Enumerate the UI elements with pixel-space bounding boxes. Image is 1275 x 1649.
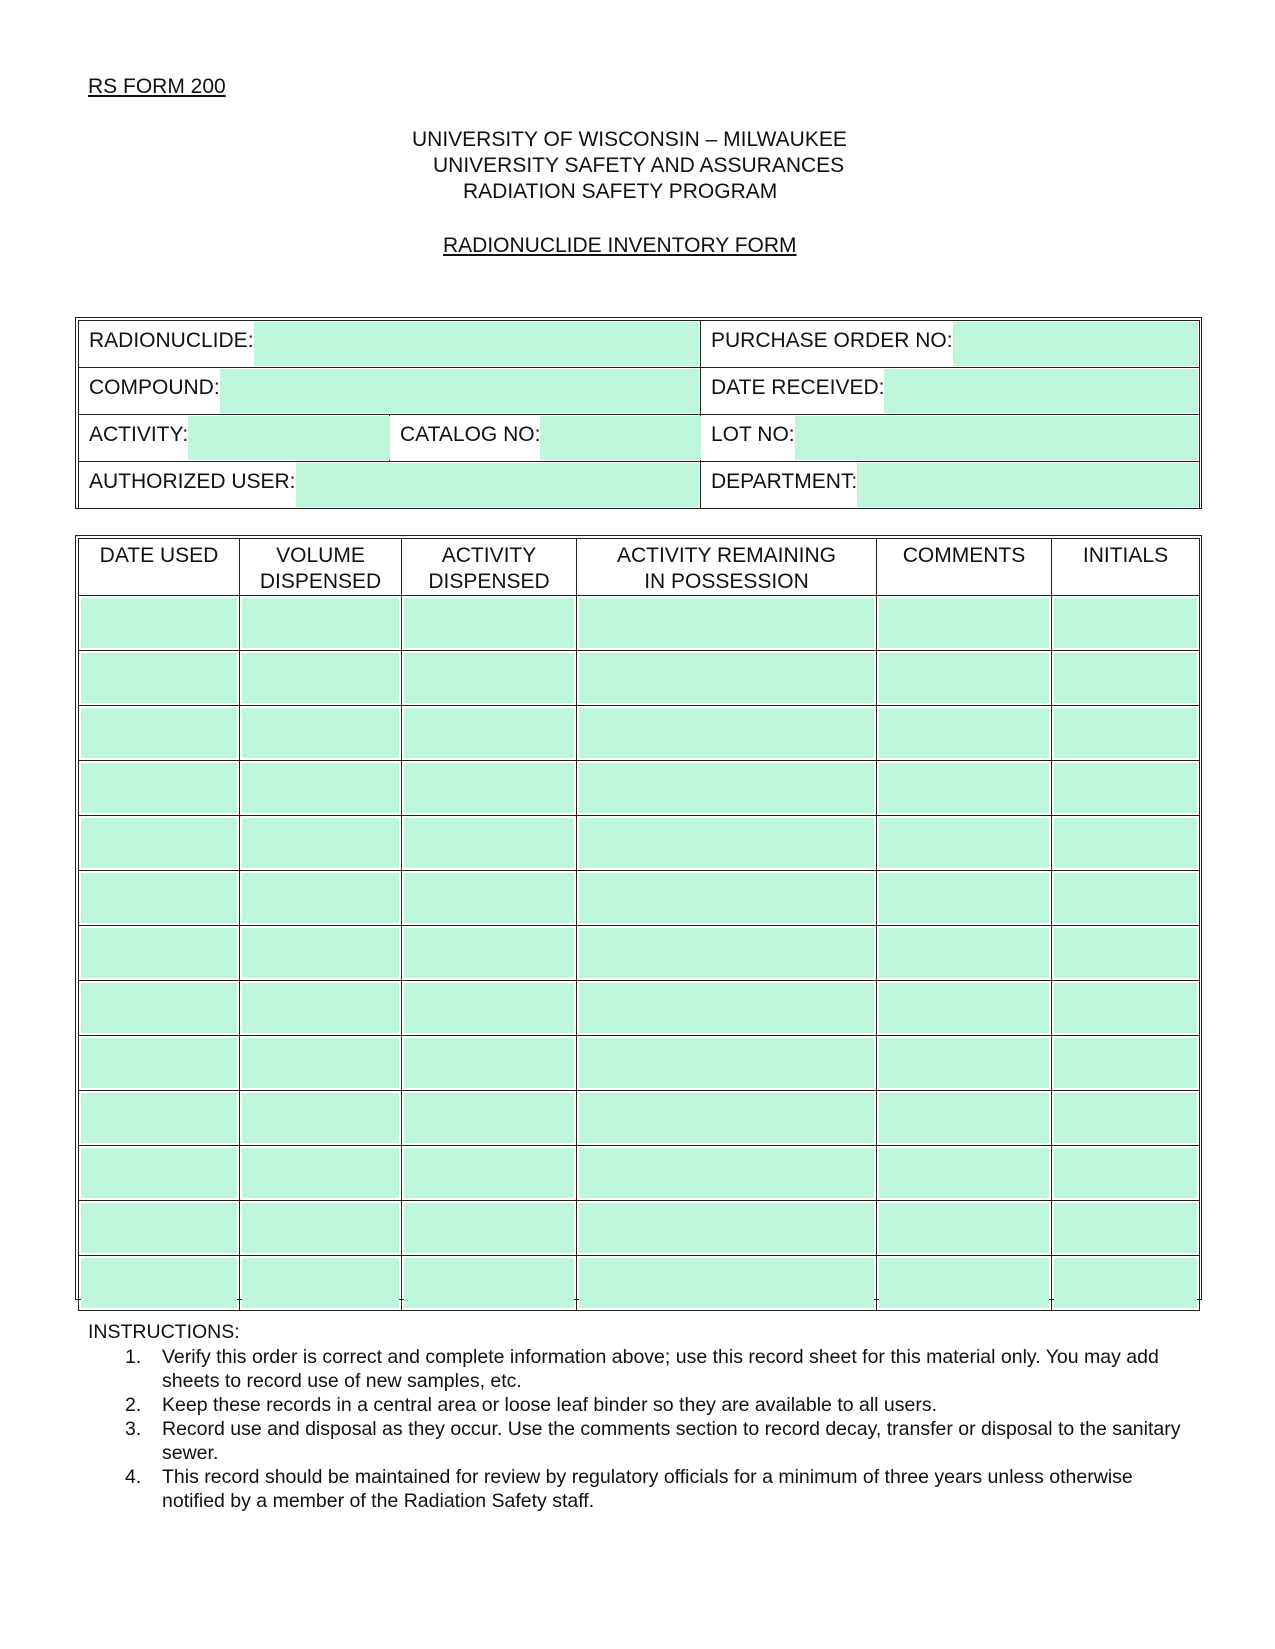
log-cell-activity-dispensed bbox=[402, 1201, 577, 1256]
log-cell-activity-remaining bbox=[577, 1256, 877, 1311]
activity-dispensed-input[interactable] bbox=[404, 1038, 574, 1088]
log-cell-activity-dispensed bbox=[402, 981, 577, 1036]
activity-remaining-input[interactable] bbox=[579, 818, 874, 868]
log-cell-comments bbox=[877, 761, 1052, 816]
table-row bbox=[79, 981, 1200, 1036]
comments-input[interactable] bbox=[879, 653, 1049, 703]
log-cell-date-used bbox=[79, 1146, 240, 1201]
log-cell-comments bbox=[877, 816, 1052, 871]
initials-input[interactable] bbox=[1054, 983, 1197, 1033]
authorized-user-label: AUTHORIZED USER: bbox=[79, 462, 296, 508]
purchase-order-label: PURCHASE ORDER NO: bbox=[701, 321, 953, 367]
log-cell-activity-remaining bbox=[577, 1201, 877, 1256]
activity-dispensed-input[interactable] bbox=[404, 873, 574, 923]
instruction-item: 3. Record use and disposal as they occur. Use the comments section to record decay, transfer or disposal to the sanitary sewer. bbox=[125, 1418, 1181, 1464]
instruction-item: 2. Keep these records in a central area or loose leaf binder so they are available to all users. bbox=[125, 1394, 938, 1416]
order-info-table bbox=[75, 317, 1202, 509]
lot-label: LOT NO: bbox=[701, 415, 795, 461]
column-header-comments: COMMENTS bbox=[877, 539, 1052, 596]
log-cell-activity-remaining bbox=[577, 1036, 877, 1091]
log-cell-initials bbox=[1052, 1036, 1200, 1091]
date-used-input[interactable] bbox=[81, 708, 237, 758]
date-received-field[interactable] bbox=[884, 369, 1198, 413]
volume-dispensed-input[interactable] bbox=[242, 928, 399, 978]
date-used-input[interactable] bbox=[81, 763, 237, 813]
log-cell-activity-remaining bbox=[577, 981, 877, 1036]
activity-remaining-input[interactable] bbox=[579, 598, 874, 648]
log-cell-volume-dispensed bbox=[240, 1146, 402, 1201]
log-cell-activity-remaining bbox=[577, 1146, 877, 1201]
comments-input[interactable] bbox=[879, 708, 1049, 758]
log-cell-comments bbox=[877, 1256, 1052, 1311]
activity-remaining-input[interactable] bbox=[579, 708, 874, 758]
log-cell-volume-dispensed bbox=[240, 816, 402, 871]
initials-input[interactable] bbox=[1054, 818, 1197, 868]
log-cell-volume-dispensed bbox=[240, 1256, 402, 1311]
table-row bbox=[79, 1201, 1200, 1256]
activity-dispensed-input[interactable] bbox=[404, 598, 574, 648]
log-cell-activity-dispensed bbox=[402, 706, 577, 761]
log-cell-volume-dispensed bbox=[240, 596, 402, 651]
log-cell-initials bbox=[1052, 1091, 1200, 1146]
instructions-list bbox=[88, 1345, 1198, 1513]
activity-dispensed-input[interactable] bbox=[404, 983, 574, 1033]
radionuclide-field[interactable] bbox=[254, 322, 699, 366]
compound-field[interactable] bbox=[220, 369, 699, 413]
activity-dispensed-input[interactable] bbox=[404, 1258, 574, 1308]
department-label: DEPARTMENT: bbox=[701, 462, 857, 508]
log-cell-activity-dispensed bbox=[402, 816, 577, 871]
date-used-input[interactable] bbox=[81, 873, 237, 923]
form-title: RADIONUCLIDE INVENTORY FORM bbox=[443, 234, 797, 257]
log-cell-activity-dispensed bbox=[402, 1091, 577, 1146]
volume-dispensed-input[interactable] bbox=[242, 1093, 399, 1143]
comments-input[interactable] bbox=[879, 1038, 1049, 1088]
activity-label: ACTIVITY: bbox=[79, 415, 188, 461]
table-row bbox=[79, 816, 1200, 871]
table-row bbox=[79, 1036, 1200, 1091]
date-received-cell bbox=[701, 368, 1200, 415]
comments-input[interactable] bbox=[879, 873, 1049, 923]
log-cell-initials bbox=[1052, 981, 1200, 1036]
log-cell-initials bbox=[1052, 596, 1200, 651]
table-row bbox=[79, 761, 1200, 816]
comments-input[interactable] bbox=[879, 1258, 1049, 1308]
column-header-volume-dispensed: VOLUME DISPENSED bbox=[240, 539, 402, 596]
radionuclide-label: RADIONUCLIDE: bbox=[79, 321, 254, 367]
log-cell-activity-remaining bbox=[577, 871, 877, 926]
log-cell-date-used bbox=[79, 871, 240, 926]
activity-remaining-input[interactable] bbox=[579, 1203, 874, 1253]
comments-input[interactable] bbox=[879, 818, 1049, 868]
log-cell-comments bbox=[877, 706, 1052, 761]
log-header-row bbox=[79, 539, 1200, 596]
activity-cell bbox=[79, 415, 390, 462]
date-used-input[interactable] bbox=[81, 1258, 237, 1308]
activity-dispensed-input[interactable] bbox=[404, 1148, 574, 1198]
initials-input[interactable] bbox=[1054, 928, 1197, 978]
log-cell-comments bbox=[877, 651, 1052, 706]
table-row bbox=[79, 1091, 1200, 1146]
date-used-input[interactable] bbox=[81, 818, 237, 868]
log-body bbox=[79, 596, 1200, 1311]
activity-remaining-input[interactable] bbox=[579, 1148, 874, 1198]
activity-dispensed-input[interactable] bbox=[404, 708, 574, 758]
log-cell-activity-dispensed bbox=[402, 651, 577, 706]
log-cell-activity-remaining bbox=[577, 651, 877, 706]
table-row bbox=[79, 706, 1200, 761]
table-row bbox=[79, 651, 1200, 706]
initials-input[interactable] bbox=[1054, 873, 1197, 923]
volume-dispensed-input[interactable] bbox=[242, 1148, 399, 1198]
volume-dispensed-input[interactable] bbox=[242, 598, 399, 648]
volume-dispensed-input[interactable] bbox=[242, 983, 399, 1033]
usage-log-table bbox=[75, 535, 1202, 1300]
log-cell-volume-dispensed bbox=[240, 926, 402, 981]
header-department: UNIVERSITY SAFETY AND ASSURANCES bbox=[433, 154, 845, 177]
log-cell-initials bbox=[1052, 761, 1200, 816]
log-cell-activity-remaining bbox=[577, 761, 877, 816]
volume-dispensed-input[interactable] bbox=[242, 818, 399, 868]
column-header-initials: INITIALS bbox=[1052, 539, 1200, 596]
date-received-label: DATE RECEIVED: bbox=[701, 368, 884, 414]
volume-dispensed-input[interactable] bbox=[242, 1258, 399, 1308]
log-cell-comments bbox=[877, 926, 1052, 981]
table-row bbox=[79, 1146, 1200, 1201]
catalog-cell bbox=[390, 415, 701, 462]
lot-cell bbox=[701, 415, 1200, 462]
volume-dispensed-input[interactable] bbox=[242, 653, 399, 703]
log-cell-activity-dispensed bbox=[402, 926, 577, 981]
log-cell-initials bbox=[1052, 871, 1200, 926]
log-cell-date-used bbox=[79, 816, 240, 871]
initials-input[interactable] bbox=[1054, 1203, 1197, 1253]
log-cell-date-used bbox=[79, 926, 240, 981]
radionuclide-cell bbox=[79, 321, 701, 368]
log-cell-activity-dispensed bbox=[402, 761, 577, 816]
lot-field[interactable] bbox=[795, 416, 1198, 460]
compound-cell bbox=[79, 368, 701, 415]
comments-input[interactable] bbox=[879, 1148, 1049, 1198]
initials-input[interactable] bbox=[1054, 708, 1197, 758]
log-cell-initials bbox=[1052, 816, 1200, 871]
instructions-heading: INSTRUCTIONS: bbox=[88, 1321, 240, 1343]
log-cell-date-used bbox=[79, 1256, 240, 1311]
log-cell-volume-dispensed bbox=[240, 1036, 402, 1091]
activity-dispensed-input[interactable] bbox=[404, 818, 574, 868]
volume-dispensed-input[interactable] bbox=[242, 873, 399, 923]
activity-dispensed-input[interactable] bbox=[404, 1203, 574, 1253]
log-cell-date-used bbox=[79, 1201, 240, 1256]
initials-input[interactable] bbox=[1054, 1258, 1197, 1308]
log-cell-comments bbox=[877, 871, 1052, 926]
log-cell-comments bbox=[877, 981, 1052, 1036]
log-cell-date-used bbox=[79, 651, 240, 706]
activity-remaining-input[interactable] bbox=[579, 1038, 874, 1088]
volume-dispensed-input[interactable] bbox=[242, 1038, 399, 1088]
department-cell bbox=[701, 462, 1200, 509]
column-header-date-used: DATE USED bbox=[79, 539, 240, 596]
log-cell-comments bbox=[877, 1036, 1052, 1091]
comments-input[interactable] bbox=[879, 983, 1049, 1033]
log-cell-activity-remaining bbox=[577, 816, 877, 871]
log-cell-volume-dispensed bbox=[240, 981, 402, 1036]
date-used-input[interactable] bbox=[81, 598, 237, 648]
activity-dispensed-input[interactable] bbox=[404, 763, 574, 813]
date-used-input[interactable] bbox=[81, 1203, 237, 1253]
authorized-user-field[interactable] bbox=[296, 463, 699, 507]
log-cell-comments bbox=[877, 596, 1052, 651]
log-cell-activity-remaining bbox=[577, 706, 877, 761]
header-program: RADIATION SAFETY PROGRAM bbox=[463, 180, 778, 203]
initials-input[interactable] bbox=[1054, 1093, 1197, 1143]
column-header-activity-dispensed: ACTIVITY DISPENSED bbox=[402, 539, 577, 596]
log-cell-date-used bbox=[79, 1091, 240, 1146]
log-cell-volume-dispensed bbox=[240, 871, 402, 926]
date-used-input[interactable] bbox=[81, 1093, 237, 1143]
form-code: RS FORM 200 bbox=[88, 75, 226, 98]
authorized-user-cell bbox=[79, 462, 701, 509]
activity-dispensed-input[interactable] bbox=[404, 1093, 574, 1143]
comments-input[interactable] bbox=[879, 598, 1049, 648]
purchase-order-cell bbox=[701, 321, 1200, 368]
log-cell-activity-dispensed bbox=[402, 1256, 577, 1311]
activity-remaining-input[interactable] bbox=[579, 1093, 874, 1143]
activity-dispensed-input[interactable] bbox=[404, 653, 574, 703]
log-cell-volume-dispensed bbox=[240, 1201, 402, 1256]
log-cell-date-used bbox=[79, 706, 240, 761]
purchase-order-field[interactable] bbox=[953, 322, 1198, 366]
date-used-input[interactable] bbox=[81, 653, 237, 703]
volume-dispensed-input[interactable] bbox=[242, 1203, 399, 1253]
instructions bbox=[88, 1320, 1198, 1513]
log-cell-initials bbox=[1052, 706, 1200, 761]
comments-input[interactable] bbox=[879, 1093, 1049, 1143]
log-cell-initials bbox=[1052, 1256, 1200, 1311]
table-row bbox=[79, 926, 1200, 981]
header-university: UNIVERSITY OF WISCONSIN – MILWAUKEE bbox=[412, 128, 847, 151]
initials-input[interactable] bbox=[1054, 1148, 1197, 1198]
initials-input[interactable] bbox=[1054, 763, 1197, 813]
department-field[interactable] bbox=[857, 463, 1198, 507]
comments-input[interactable] bbox=[879, 763, 1049, 813]
log-cell-activity-remaining bbox=[577, 596, 877, 651]
log-cell-initials bbox=[1052, 926, 1200, 981]
instruction-item: 1. Verify this order is correct and complete information above; use this record sheet for this material only. You may add sheets to record use of new samples, etc. bbox=[125, 1346, 1159, 1392]
activity-remaining-input[interactable] bbox=[579, 928, 874, 978]
compound-label: COMPOUND: bbox=[79, 368, 220, 414]
log-cell-volume-dispensed bbox=[240, 761, 402, 816]
volume-dispensed-input[interactable] bbox=[242, 763, 399, 813]
log-cell-volume-dispensed bbox=[240, 651, 402, 706]
table-row bbox=[79, 1256, 1200, 1311]
log-cell-initials bbox=[1052, 1146, 1200, 1201]
log-cell-date-used bbox=[79, 596, 240, 651]
log-cell-activity-dispensed bbox=[402, 1146, 577, 1201]
activity-remaining-input[interactable] bbox=[579, 1258, 874, 1308]
initials-input[interactable] bbox=[1054, 598, 1197, 648]
log-cell-activity-remaining bbox=[577, 1091, 877, 1146]
log-cell-comments bbox=[877, 1091, 1052, 1146]
activity-remaining-input[interactable] bbox=[579, 983, 874, 1033]
log-cell-volume-dispensed bbox=[240, 1091, 402, 1146]
table-row bbox=[79, 871, 1200, 926]
instruction-item: 4. This record should be maintained for review by regulatory officials for a minimum of three years unless otherwise notified by a member of the Radiation Safety staff. bbox=[125, 1466, 1133, 1512]
activity-remaining-input[interactable] bbox=[579, 763, 874, 813]
log-cell-initials bbox=[1052, 1201, 1200, 1256]
log-cell-activity-dispensed bbox=[402, 596, 577, 651]
log-cell-activity-dispensed bbox=[402, 1036, 577, 1091]
comments-input[interactable] bbox=[879, 928, 1049, 978]
initials-input[interactable] bbox=[1054, 653, 1197, 703]
table-row bbox=[79, 596, 1200, 651]
date-used-input[interactable] bbox=[81, 928, 237, 978]
activity-dispensed-input[interactable] bbox=[404, 928, 574, 978]
log-cell-volume-dispensed bbox=[240, 706, 402, 761]
log-cell-date-used bbox=[79, 761, 240, 816]
log-cell-activity-dispensed bbox=[402, 871, 577, 926]
column-header-activity-remaining: ACTIVITY REMAINING IN POSSESSION bbox=[577, 539, 877, 596]
activity-field[interactable] bbox=[188, 416, 424, 460]
log-cell-date-used bbox=[79, 1036, 240, 1091]
date-used-input[interactable] bbox=[81, 1148, 237, 1198]
volume-dispensed-input[interactable] bbox=[242, 708, 399, 758]
date-used-input[interactable] bbox=[81, 1038, 237, 1088]
activity-remaining-input[interactable] bbox=[579, 653, 874, 703]
activity-remaining-input[interactable] bbox=[579, 873, 874, 923]
initials-input[interactable] bbox=[1054, 1038, 1197, 1088]
log-cell-comments bbox=[877, 1146, 1052, 1201]
log-cell-activity-remaining bbox=[577, 926, 877, 981]
log-cell-date-used bbox=[79, 981, 240, 1036]
catalog-label: CATALOG NO: bbox=[390, 415, 540, 461]
date-used-input[interactable] bbox=[81, 983, 237, 1033]
comments-input[interactable] bbox=[879, 1203, 1049, 1253]
log-cell-initials bbox=[1052, 651, 1200, 706]
log-cell-comments bbox=[877, 1201, 1052, 1256]
